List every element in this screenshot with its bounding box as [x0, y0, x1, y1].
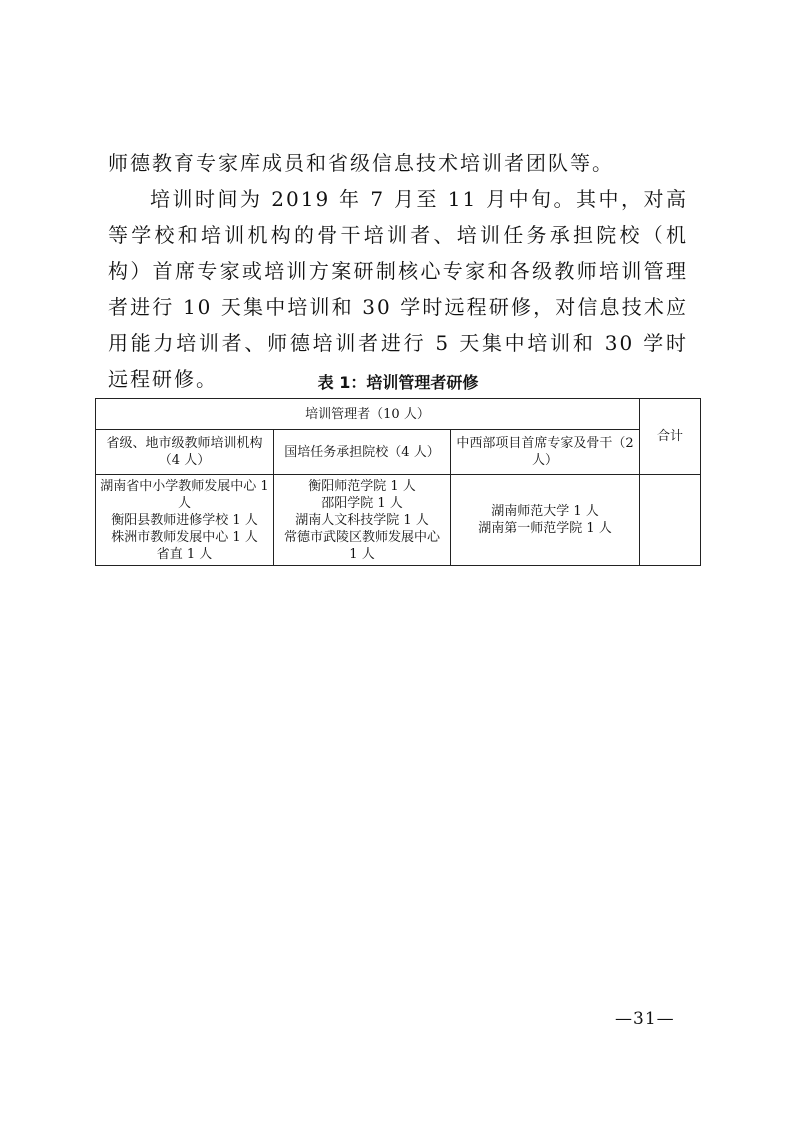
table-header-row	[96, 399, 701, 430]
colleges-cell	[274, 475, 451, 566]
training-managers-table	[95, 398, 701, 566]
list-item: 衡阳师范学院 1 人	[308, 478, 416, 494]
paragraph-1: 师德教育专家库成员和省级信息技术培训者团队等。	[108, 151, 614, 175]
list-item: 湖南师范大学 1 人	[491, 504, 599, 519]
paragraph-2: 培训时间为 2019 年 7 月至 11 月中旬。其中，对高等学校和培训机构的骨干培训者、培训任务承担院校（机构）首席专家或培训方案研制核心专家和各级教师培训管理者进行 10 天集中培训和 30 学时远程研修，对信息技术应用能力培训者、师德培训者进行 5 天集中培训和 30 学时远程研修。	[108, 187, 688, 391]
column-header-institutions: 省级、地市级教师培训机构（4 人）	[96, 430, 274, 475]
list-item: 湖南第一师范学院 1 人	[478, 521, 612, 536]
list-item: 株洲市教师发展中心 1 人	[111, 529, 258, 545]
table-caption: 表 1：培训管理者研修	[317, 373, 479, 392]
total-cell	[640, 475, 701, 566]
page-number: —31—	[615, 1009, 675, 1029]
institutions-cell	[96, 475, 274, 566]
list-item: 衡阳县教师进修学校 1 人	[111, 512, 258, 528]
header-main-cell: 培训管理者（10 人）	[96, 399, 640, 430]
header-total-cell: 合计	[640, 399, 701, 475]
list-item: 邵阳学院 1 人	[321, 495, 403, 511]
experts-cell	[451, 475, 640, 566]
column-header-experts: 中西部项目首席专家及骨干（2 人）	[451, 430, 640, 475]
list-item: 湖南省中小学教师发展中心 1 人	[100, 478, 269, 511]
table-row	[96, 475, 701, 566]
list-item: 省直 1 人	[156, 546, 213, 562]
table-subheader-row	[96, 430, 701, 475]
list-item: 常德市武陵区教师发展中心 1 人	[283, 529, 440, 562]
list-item: 湖南人文科技学院 1 人	[295, 512, 429, 528]
column-header-colleges: 国培任务承担院校（4 人）	[274, 430, 451, 475]
